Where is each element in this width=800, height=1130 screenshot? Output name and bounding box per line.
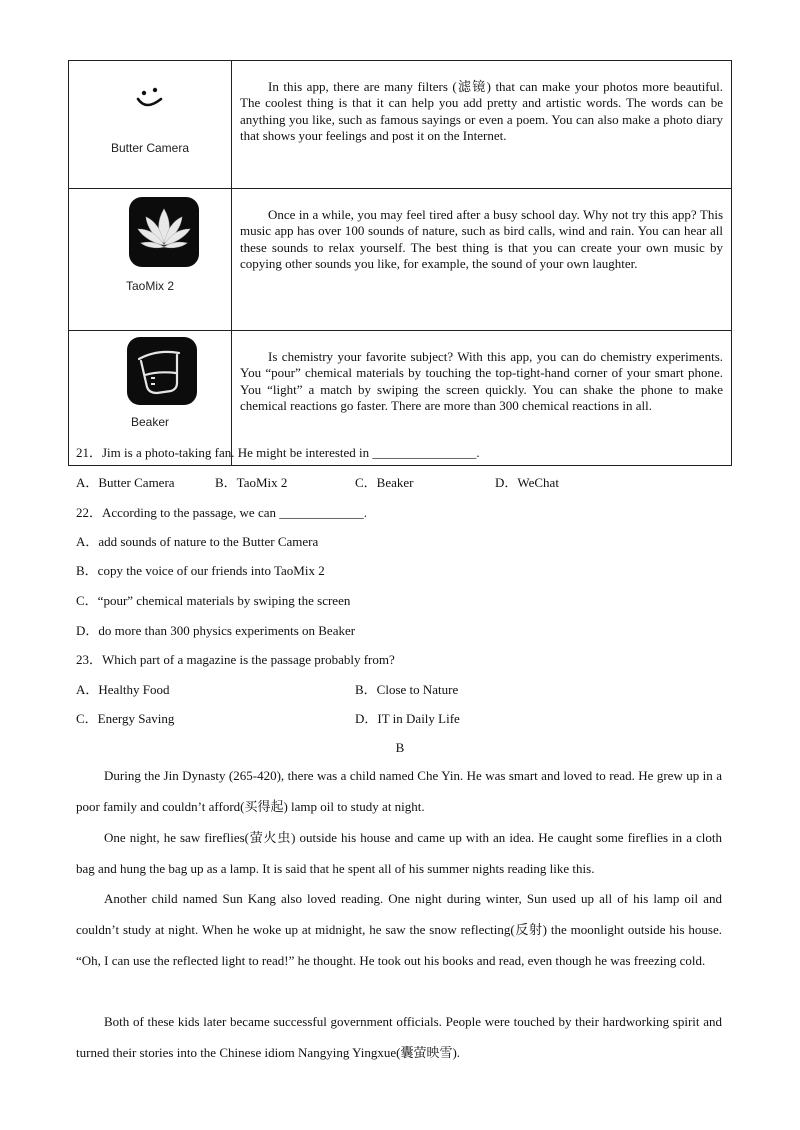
question-21: 21．Jim is a photo-taking fan. He might be interested in ________________. <box>76 445 480 460</box>
passage-paragraph: One night, he saw fireflies(萤火虫) outside his house and came up with an idea. He caught some fireflies in a cloth bag and hung the bag up as a lamp. It is said that he spent all of his summer nights reading like this. <box>76 830 722 876</box>
app-description-cell <box>232 189 732 331</box>
question-23: 23．Which part of a magazine is the passage probably from? <box>76 652 395 667</box>
app-name: Beaker <box>130 415 170 429</box>
option-23-b[interactable]: B．Close to Nature <box>355 682 459 697</box>
option-21-a[interactable]: A．Butter Camera <box>76 475 175 490</box>
smiley-face-icon <box>133 85 167 113</box>
app-name: Butter Camera <box>110 141 190 155</box>
app-description: In this app, there are many filters (滤镜) that can make your photos more beautiful. The coolest thing is that it can help you add pretty and artistic words. The words can be anything you like, such as famous sayings or even a poem. You can also make a photo diary that shows your feelings and post it on the Internet. <box>240 79 723 143</box>
passage-paragraph: Another child named Sun Kang also loved reading. One night during winter, Sun used up all of his lamp oil and couldn’t study at night. When he woke up at midnight, he saw the snow reflecting(反射) the moonlight outside his house. “Oh, I can use the reflected light to read!” he thought. He took out his books and read, even though he was freezing cold. <box>76 891 722 968</box>
beaker-icon <box>127 337 197 405</box>
app-description: Is chemistry your favorite subject? With this app, you can do chemistry experiments. You “pour” chemical materials by touching the top-tight-hand corner of your smart phone. You “light” a match by swiping the screen quickly. You can shake the phone to make chemical reactions go faster. There are more than 300 chemical reactions in all. <box>240 349 723 413</box>
app-table <box>68 60 732 466</box>
option-22-d[interactable]: D．do more than 300 physics experiments on Beaker <box>76 623 356 638</box>
table-row <box>69 189 732 331</box>
section-label: B <box>395 740 405 755</box>
option-23-d[interactable]: D．IT in Daily Life <box>355 711 460 726</box>
passage-paragraph: During the Jin Dynasty (265-420), there was a child named Che Yin. He was smart and loved to read. He grew up in a poor family and couldn’t afford(买得起) lamp oil to study at night. <box>76 768 722 814</box>
passage-paragraph: Both of these kids later became successful government officials. People were touched by their hardworking spirit and turned their stories into the Chinese idiom Nangying Yingxue(囊萤映雪). <box>76 1014 722 1060</box>
app-description-cell <box>232 61 732 189</box>
app-icon-cell <box>69 61 232 189</box>
question-22: 22．According to the passage, we can _____________. <box>76 505 367 520</box>
option-21-d[interactable]: D．WeChat <box>495 475 559 490</box>
lotus-icon <box>129 197 199 267</box>
option-22-c[interactable]: C．“pour” chemical materials by swiping the screen <box>76 593 351 608</box>
option-22-a[interactable]: A．add sounds of nature to the Butter Camera <box>76 534 319 549</box>
app-description: Once in a while, you may feel tired after a busy school day. Why not try this app? This music app has over 100 sounds of nature, such as bird calls, wind and rain. You can hear all these sounds to relax yourself. The best thing is that you can create your own music by copying other sounds you like, for example, the sound of your own laughter. <box>240 207 723 271</box>
option-23-c[interactable]: C．Energy Saving <box>76 711 175 726</box>
option-21-c[interactable]: C．Beaker <box>355 475 414 490</box>
option-22-b[interactable]: B．copy the voice of our friends into TaoMix 2 <box>76 563 325 578</box>
option-23-a[interactable]: A．Healthy Food <box>76 682 170 697</box>
app-icon-cell <box>69 189 232 331</box>
table-row <box>69 61 732 189</box>
option-21-b[interactable]: B．TaoMix 2 <box>215 475 288 490</box>
app-name: TaoMix 2 <box>125 279 175 293</box>
